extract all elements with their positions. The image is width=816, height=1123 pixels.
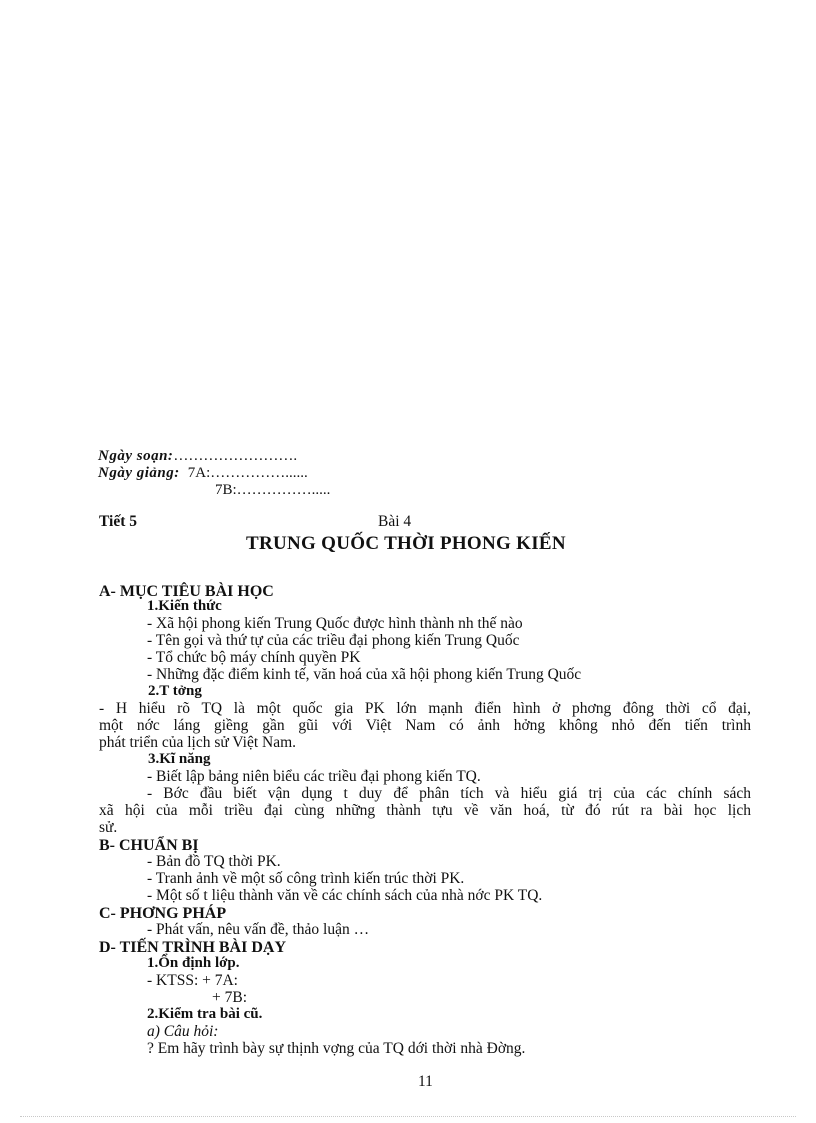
ki-nang-heading: 3.Kĩ năng — [148, 751, 211, 767]
kiem-tra-heading: 2.Kiểm tra bài cũ. — [147, 1006, 263, 1022]
ngay-soan-row — [98, 447, 297, 465]
phuong-phap-item: - Phát vấn, nêu vấn đề, thảo luận … — [147, 921, 370, 938]
kien-thuc-item: - Những đặc điểm kinh tế, văn hoá của xã hội phong kiến Trung Quốc — [147, 666, 582, 683]
cau-hoi-text: ? Em hãy trình bày sự thịnh vợng của TQ dới thời nhà Đờng. — [147, 1040, 526, 1057]
section-d-heading: D- TIẾN TRÌNH BÀI DẠY — [99, 939, 286, 956]
ki-nang-item: - Biết lập bảng niên biểu các triều đại phong kiến TQ. — [147, 768, 481, 785]
chuan-bi-item: - Bản đồ TQ thời PK. — [147, 853, 281, 870]
kien-thuc-item: - Tên gọi và thứ tự của các triều đại phong kiến Trung Quốc — [147, 632, 520, 649]
on-dinh-heading: 1.Ổn định lớp. — [147, 955, 240, 971]
ngay-soan-label: Ngày soạn: — [98, 448, 174, 464]
ngay-giang-label: Ngày giảng: — [98, 465, 180, 481]
page-title: TRUNG QUỐC THỜI PHONG KIẾN — [246, 533, 566, 554]
tu-tuong-heading: 2.T tởng — [148, 683, 202, 699]
section-c-heading: C- PHƠNG PHÁP — [99, 905, 227, 922]
tu-tuong-line: phát triển của lịch sử Việt Nam. — [99, 734, 297, 751]
chuan-bi-item: - Tranh ảnh về một số công trình kiến trúc thời PK. — [147, 870, 465, 887]
page-number: 11 — [418, 1073, 433, 1090]
ki-nang-line: sử. — [99, 819, 118, 836]
section-a-heading: A- MỤC TIÊU BÀI HỌC — [99, 583, 274, 600]
cau-hoi-label: a) Câu hỏi: — [147, 1023, 219, 1040]
section-b-heading: B- CHUẨN BỊ — [99, 837, 199, 854]
kien-thuc-heading: 1.Kiến thức — [147, 598, 222, 614]
ngay-soan-value: ……………………. — [173, 448, 298, 464]
ki-nang-line: xã hội của mỗi triều đại cùng những thành tựu về văn hoá, từ đó rút ra bài học lịch — [99, 802, 751, 819]
lesson-number: Tiết 5 — [99, 513, 138, 530]
footer-divider — [20, 1116, 796, 1117]
unit-number: Bài 4 — [378, 513, 412, 530]
kien-thuc-item: - Xã hội phong kiến Trung Quốc được hình thành nh thế nào — [147, 615, 523, 632]
chuan-bi-item: - Một số t liệu thành văn về các chính sách của nhà nớc PK TQ. — [147, 887, 543, 904]
ktss-7a: - KTSS: + 7A: — [147, 972, 238, 989]
kien-thuc-item: - Tổ chức bộ máy chính quyền PK — [147, 649, 361, 666]
ktss-7b: + 7B: — [212, 989, 248, 1006]
class-7b-date: 7B:……………..... — [215, 482, 331, 498]
tu-tuong-line: - H hiểu rõ TQ là một quốc gia PK lớn mạnh điển hình ở phơng đông thời cổ đại, — [99, 700, 751, 717]
ngay-giang-row — [98, 464, 308, 482]
class-7a-date: 7A:……………...... — [187, 465, 308, 481]
tu-tuong-line: một nớc láng giềng gần gũi với Việt Nam có ảnh hởng không nhỏ đến tiến trình — [99, 717, 751, 734]
ki-nang-line: - Bớc đầu biết vận dụng t duy để phân tích và hiểu giá trị của các chính sách — [147, 785, 751, 802]
